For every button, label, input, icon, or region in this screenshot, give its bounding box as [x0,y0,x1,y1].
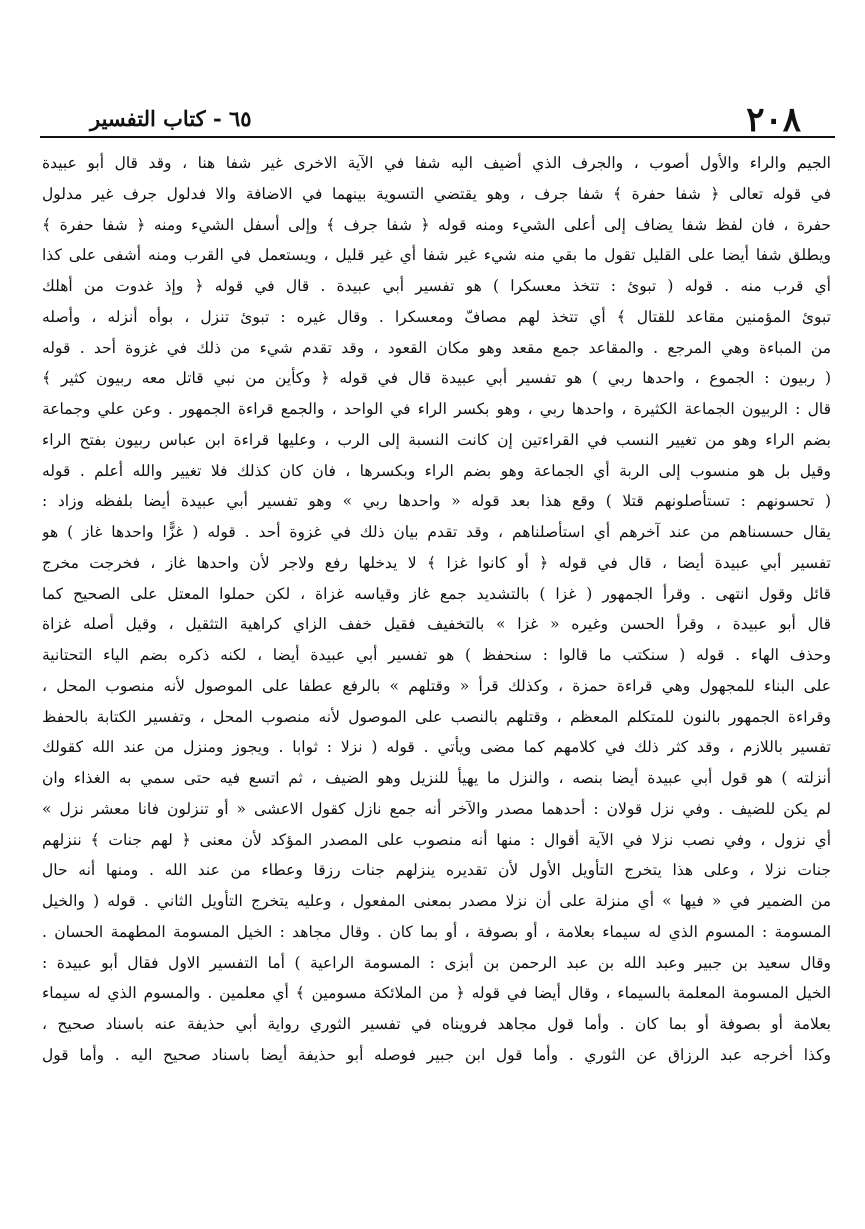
text-line: جنات نزلا ، وعلى هذا يتخرج التأويل الأول لأن تقديره ينزلهم جنات رزقا وعطاء من عند الله . ومنها أنه حال [42,861,831,880]
text-line: الجيم والراء والأول أصوب ، والجرف الذي أضيف اليه شفا في الآية الاخرى غير شفا هنا ، وقد قال أبو عبيدة [42,154,831,172]
text-line: بضم الراء وهو من تغيير النسب في القراءتين إن كانت النسبة إلى الرب ، وعليها قراءة ابن عباس ربيون بفتح الراء [42,430,831,449]
text-line: قال : الربيون الجماعة الكثيرة ، واحدها ربي ، وهو بكسر الراء في الواحد ، والجمع قراءة الجمهور . وعن علي وجماعة [42,400,831,418]
text-line: قائل وقول انتهى . وقرأ الجمهور ( غزا ) بالتشديد جمع غاز وقياسه غزاة ، لكن حملوا المعتل على الصحيح كما [42,584,831,603]
text-line: تفسير أبي عبيدة أيضا ، قال في قوله ﴿ أو كانوا غزا ﴾ لا يدخلها رفع ولاجر لأن واحدها غاز ، فخرجت مخرج [42,553,831,572]
text-line: من الضمير في « فيها » أي منزلة على أن نزلا مصدر بمعنى المفعول ، وعليه يتخرج التأويل الثاني . قوله ( والخيل [42,892,831,910]
text-line: ويطلق شفا أيضا على القليل تقول ما بقي منه شيء غير شفا أي غير قليل ، ويستعمل في القرب ومنه أشفى على كذا [42,246,831,265]
running-title: ٦٥ - كتاب التفسير [90,106,252,131]
text-line: وقراءة الجمهور بالنون للمتكلم المعظم ، وقتلهم بالنصب على الموصول لأنه منصوب المحل ، وتفسير الكتابة بالحفظ [42,707,831,726]
text-line: وقال سعيد بن جبير وعبد الله بن عبد الرحمن بن أبزى : المسومة الراعية ) أما التفسير الاول فقال أبو عبيدة : [42,953,831,972]
text-line: في قوله تعالى ﴿ شفا حفرة ﴾ شفا جرف ، وهو يقتضي التسوية بينهما في الاضافة والا فدلول جرف غير مدلول [42,184,831,203]
text-line: المسومة : المسوم الذي له سيماء بعلامة ، أو بصوفة ، أو بما كان . وقال مجاهد : الخيل المسومة المطهمة الحسان . [42,922,831,941]
text-line: قال أبو عبيدة ، وقرأ الحسن وغيره « غزا » بالتخفيف فقيل خفف الزاي كراهية التثقيل ، وقيل أصله غزاة [42,615,831,634]
text-line: على البناء للمجهول وهي قراءة حمزة ، وكذلك قرأ « وقتلهم » بالرفع عطفا على الموصول لأنه منصوب المحل ، [42,676,831,695]
text-line: أي قرب منه . قوله ( تبوئ : تتخذ معسكرا ) هو تفسير أبي عبيدة . قال في قوله ﴿ وإذ غدوت من أهلك [42,277,831,295]
text-line: ( ربيون : الجموع ، واحدها ربي ) هو تفسير أبي عبيدة قال في قوله ﴿ وكأين من نبي قاتل معه ربيون كثير ﴾ [42,369,831,388]
text-line: وحذف الهاء . قوله ( سنكتب ما قالوا : سنحفظ ) هو تفسير أبي عبيدة أيضا ، لكنه ذكره بضم الياء التحتانية [42,646,831,664]
text-line: تفسير باللازم ، وقد كثر ذلك في كلامهم كما مضى ويأتي . قوله ( نزلا : ثوابا . ويجوز ومنزل من عند الله كقولك [42,738,831,757]
text-line: بعلامة أو بصوفة أو بما كان . وأما قول مجاهد فرويناه في تفسير الثوري رواية أبي حذيفة عنه باسناد صحيح ، [42,1015,831,1033]
text-line: الخيل المسومة المعلمة بالسيماء ، وقال أيضا في قوله ﴿ من الملائكة مسومين ﴾ أي معلمين . والمسوم الذي له سيماء [42,984,831,1003]
header-divider [40,136,835,138]
text-line: حفرة ، فان لفظ شفا يضاف إلى أعلى الشيء ومنه قوله ﴿ شفا جرف ﴾ وإلى أسفل الشيء ومنه ﴿ شفا حفرة ﴾ [42,215,831,234]
text-line: وقيل بل هو منسوب إلى الربة أي الجماعة وهو بضم الراء وبكسرها ، فان كان كذلك فلا تغيير والله أعلم . قوله [42,461,831,480]
text-line: تبوئ المؤمنين مقاعد للقتال ﴾ أي تتخذ لهم مصافّ ومعسكرا . وقال غيره : تبوئ تنزل ، بوأه أنزله ، وأصله [42,307,831,326]
text-line: ( تحسونهم : تستأصلونهم قتلا ) وقع هذا بعد قوله « واحدها ربي » وهو تفسير أبي عبيدة أيضا بلفظه وزاد : [42,492,831,511]
text-line: يقال حسسناهم من عند آخرهم أي استأصلناهم ، وقد تقدم بيان ذلك في غزوة أحد . قوله ( غزًّا واحدها غاز ) هو [42,523,831,541]
text-line: وكذا أخرجه عبد الرزاق عن الثوري . وأما قول ابن جبير فوصله أبو حذيفة أيضا باسناد صحيح اليه . وأما قول [42,1045,831,1064]
page-header [30,98,835,138]
text-line: أنزلته ) هو قول أبي عبيدة أيضا بنصه ، والنزل ما يهيأ للنزيل وهو الضيف ، ثم اتسع فيه حتى سمي به الغذاء وان [42,769,831,787]
body-text [42,148,831,1071]
text-line: من المباءة وهي المرجع . والمقاعد جمع مقعد وهو مكان القعود ، وقد تقدم شيء من ذلك في غزوة أحد . قوله [42,338,831,357]
text-line: لم يكن للضيف . وفي نزل قولان : أحدهما مصدر والآخر أنه جمع نازل كقول الاعشى « أو تنزلون فانا معشر نزل » [42,799,831,818]
text-line: أي نزول ، وفي نصب نزلا في الآية أقوال : منها أنه منصوب على المصدر المؤكد لأن معنى ﴿ لهم جنات ﴾ ننزلهم [42,830,831,849]
page-number: ٢٠٨ [746,100,801,140]
